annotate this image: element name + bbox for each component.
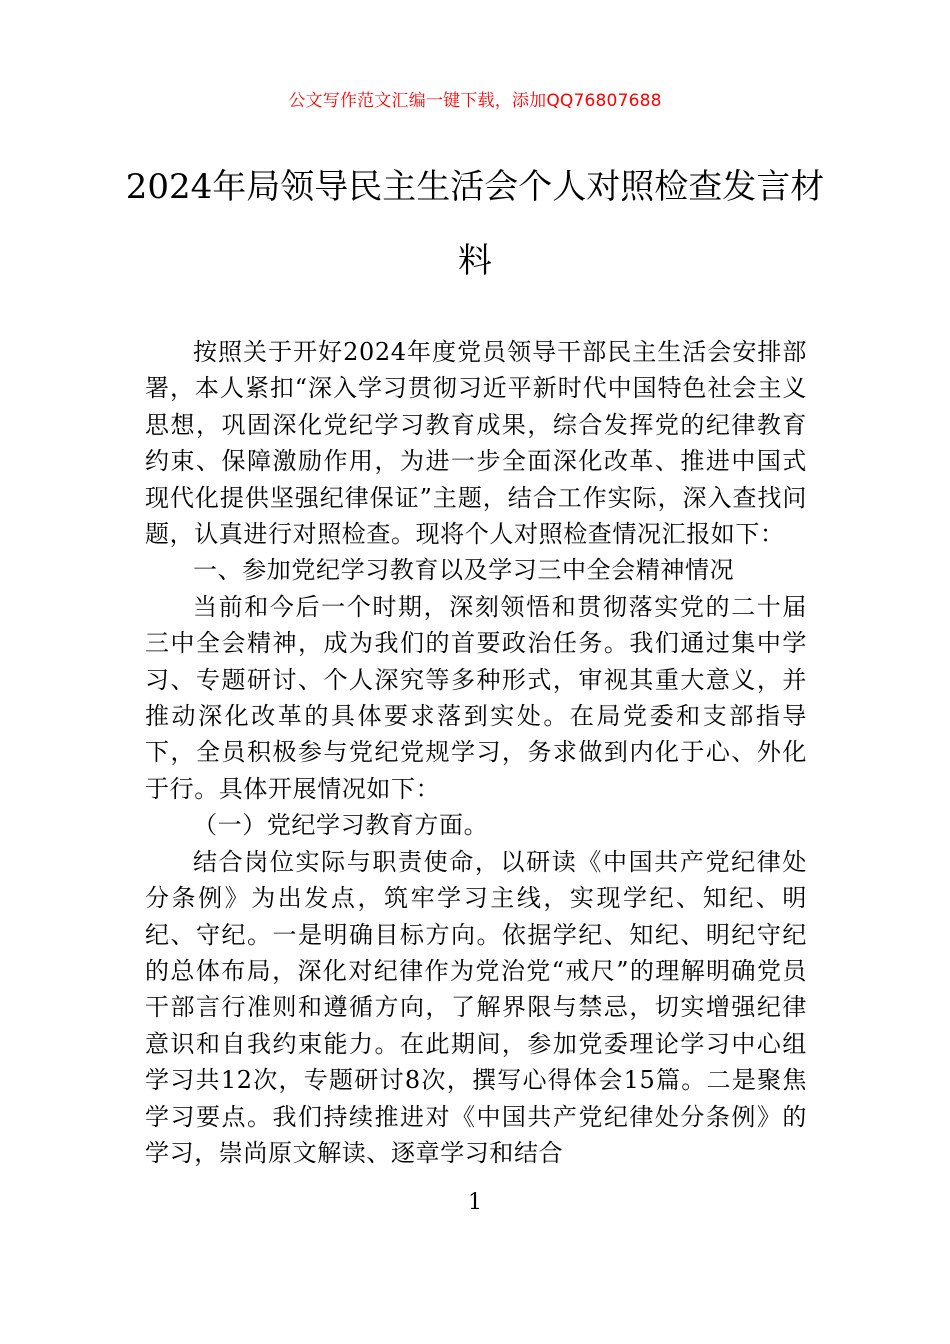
document-title: 2024年局领导民主生活会个人对照检查发言材料 [125, 167, 825, 281]
page-number: 1 [468, 1190, 482, 1215]
subsection-heading-1: （一）党纪学习教育方面。 [193, 811, 489, 840]
paragraph-intro: 按照关于开好2024年度党员领导干部民主生活会安排部署，本人紧扣“深入学习贯彻习近平新时代中国特色社会主义思想，巩固深化党纪学习教育成果，综合发挥党的纪律教育约束、保障激励作用，为进一步全面深化改革、推进中国式现代化提供坚强纪律保证”主题，结合工作实际，深入查找问题，认真进行对照检查。现将个人对照检查情况汇报如下： [145, 338, 807, 549]
header-note: 公文写作范文汇编一键下载，添加QQ76807688 [288, 91, 662, 111]
paragraph-section-1: 当前和今后一个时期，深刻领悟和贯彻落实党的二十届三中全会精神，成为我们的首要政治任务。我们通过集中学习、专题研讨、个人深究等多种形式，审视其重大意义，并推动深化改革的具体要求落到实处。在局党委和支部指导下，全员积极参与党纪党规学习，务求做到内化于心、外化于行。具体开展情况如下： [145, 592, 807, 803]
section-heading-1: 一、参加党纪学习教育以及学习三中全会精神情况 [193, 556, 735, 585]
paragraph-subsection-1: 结合岗位实际与职责使命，以研读《中国共产党纪律处分条例》为出发点，筑牢学习主线，实现学纪、知纪、明纪、守纪。一是明确目标方向。依据学纪、知纪、明纪守纪的总体布局，深化对纪律作为党治党“戒尺”的理解明确党员干部言行准则和遵循方向，了解界限与禁忌，切实增强纪律意识和自我约束能力。在此期间，参加党委理论学习中心组学习共12次，专题研讨8次，撰写心得体会15篇。二是聚焦学习要点。我们持续推进对《中国共产党纪律处分条例》的学习，崇尚原文解读、逐章学习和结合 [145, 847, 807, 1167]
document-body [145, 334, 807, 1171]
